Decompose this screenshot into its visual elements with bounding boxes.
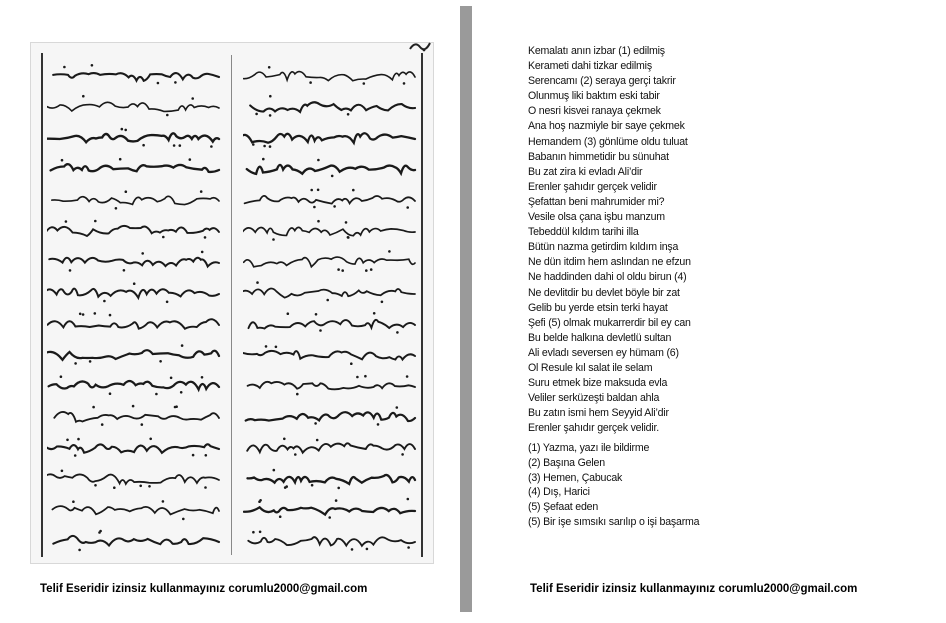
manuscript-script-line <box>47 247 223 273</box>
manuscript-script-line <box>47 154 223 180</box>
manuscript-image <box>30 42 434 564</box>
script-stroke-icon <box>243 309 419 335</box>
poem-line: Erenler şahıdır gerçek velidir <box>528 180 657 193</box>
poem-line: Bütün nazma getirdim kıldım inşa <box>528 241 679 254</box>
footer-copyright-left: Telif Eseridir izinsiz kullanmayınız corumlu2000@gmail.com <box>40 583 368 595</box>
manuscript-script-line <box>243 495 419 521</box>
manuscript-script-line <box>47 309 223 335</box>
poem-line: Bu belde halkına devletlü sultan <box>528 331 672 344</box>
manuscript-script-line <box>47 92 223 118</box>
poem-line: Bu zatın ismi hem Seyyid Ali’dir <box>528 407 669 420</box>
poem-line: Tebeddül kıldım tarihi illa <box>528 226 639 239</box>
script-stroke-icon <box>243 278 419 304</box>
manuscript-script-line <box>243 402 419 428</box>
manuscript-script-line <box>47 61 223 87</box>
page-divider <box>460 6 472 612</box>
script-stroke-icon <box>47 216 223 242</box>
script-stroke-icon <box>47 61 223 87</box>
manuscript-script-line <box>47 185 223 211</box>
script-stroke-icon <box>47 464 223 490</box>
manuscript-script-line <box>243 61 419 87</box>
poem-line: Ne haddinden dahi ol oldu birun (4) <box>528 271 687 284</box>
footnote-line: (5) Bir işe sımsıkı sarılıp o işi başarma <box>528 515 700 528</box>
manuscript-script-line <box>47 464 223 490</box>
footnote-line: (4) Dış, Harici <box>528 486 590 499</box>
script-stroke-icon <box>47 526 223 552</box>
poem-text <box>528 44 928 436</box>
poem-line: Şefattan beni mahrumider mi? <box>528 195 665 208</box>
poem-line: Vesile olsa çana işbu manzum <box>528 211 665 224</box>
manuscript-script-line <box>47 402 223 428</box>
poem-line: Ali evladı seversen ey hümam (6) <box>528 346 679 359</box>
poem-line: Kerameti dahi tizkar edilmiş <box>528 60 652 73</box>
script-stroke-icon <box>47 340 223 366</box>
footer-copyright-right: Telif Eseridir izinsiz kullanmayınız corumlu2000@gmail.com <box>530 583 858 595</box>
poem-line: Gelib bu yerde etsin terki hayat <box>528 301 668 314</box>
poem-line: Ana hoş nazmiyle bir saye çekmek <box>528 120 685 133</box>
manuscript-script-line <box>243 216 419 242</box>
script-stroke-icon <box>47 92 223 118</box>
poem-line: Olunmuş liki baktım eski tabir <box>528 90 660 103</box>
manuscript-script-line <box>47 526 223 552</box>
manuscript-script-line <box>243 371 419 397</box>
manuscript-script-line <box>47 278 223 304</box>
script-stroke-icon <box>47 278 223 304</box>
script-stroke-icon <box>47 123 223 149</box>
script-stroke-icon <box>243 216 419 242</box>
script-stroke-icon <box>243 495 419 521</box>
script-stroke-icon <box>243 371 419 397</box>
footnote-line: (1) Yazma, yazı ile bildirme <box>528 442 650 454</box>
manuscript-script-line <box>243 154 419 180</box>
manuscript-script-line <box>243 340 419 366</box>
manuscript-script-line <box>243 309 419 335</box>
left-page <box>0 0 460 623</box>
manuscript-script-line <box>243 185 419 211</box>
poem-line: Şefi (5) olmak mukarrerdir bil ey can <box>528 316 691 329</box>
script-stroke-icon <box>243 464 419 490</box>
footnote-line: (5) Şefaat eden <box>528 501 599 514</box>
script-stroke-icon <box>243 61 419 87</box>
manuscript-column-divider <box>231 55 232 555</box>
script-stroke-icon <box>243 247 419 273</box>
script-stroke-icon <box>47 247 223 273</box>
script-stroke-icon <box>47 495 223 521</box>
poem-line: Veliler serküzeşti baldan ahla <box>528 392 660 405</box>
poem-line: O nesri kisvei ranaya çekmek <box>528 105 661 118</box>
footnote-line: (2) Başına Gelen <box>528 456 605 469</box>
script-stroke-icon <box>47 185 223 211</box>
script-stroke-icon <box>47 154 223 180</box>
footnote-line: (3) Hemen, Çabucak <box>528 471 623 484</box>
script-stroke-icon <box>243 154 419 180</box>
script-stroke-icon <box>47 433 223 459</box>
manuscript-script-line <box>243 278 419 304</box>
manuscript-script-line <box>47 433 223 459</box>
manuscript-script-line <box>47 371 223 397</box>
manuscript-script-line <box>243 433 419 459</box>
manuscript-script-line <box>243 92 419 118</box>
poem-line: Suru etmek bize maksuda evla <box>528 377 668 390</box>
poem-line: Kemalatı anın izbar (1) edilmiş <box>528 45 665 57</box>
poem-line: Babanın himmetidir bu sünuhat <box>528 150 669 163</box>
script-stroke-icon <box>243 340 419 366</box>
script-stroke-icon <box>243 92 419 118</box>
script-stroke-icon <box>47 309 223 335</box>
script-stroke-icon <box>47 402 223 428</box>
poem-line: Bu zat zira ki evladı Ali’dir <box>528 165 643 178</box>
manuscript-script-line <box>47 340 223 366</box>
poem-line: Hemandem (3) gönlüme oldu tuluat <box>528 135 688 148</box>
poem-line: Erenler şahıdır gerçek velidir. <box>528 422 659 435</box>
manuscript-script-line <box>47 216 223 242</box>
manuscript-script-line <box>243 123 419 149</box>
poem-line: Ne devlitdir bu devlet böyle bir zat <box>528 286 680 299</box>
poem-line: Serencamı (2) seraya gerçi takrir <box>528 75 676 88</box>
poem-line: Ne dün itdim hem aslından ne efzun <box>528 256 691 269</box>
manuscript-script-line <box>243 247 419 273</box>
manuscript-script-line <box>47 123 223 149</box>
poem-line: Ol Resule kıl salat ile selam <box>528 361 653 374</box>
script-stroke-icon <box>47 371 223 397</box>
manuscript-script-line <box>243 464 419 490</box>
manuscript-corner-mark <box>409 39 431 53</box>
script-stroke-icon <box>243 433 419 459</box>
script-stroke-icon <box>243 185 419 211</box>
manuscript-script-line <box>47 495 223 521</box>
script-stroke-icon <box>243 402 419 428</box>
script-stroke-icon <box>243 123 419 149</box>
script-stroke-icon <box>243 526 419 552</box>
footnotes <box>528 441 928 530</box>
manuscript-script-line <box>243 526 419 552</box>
